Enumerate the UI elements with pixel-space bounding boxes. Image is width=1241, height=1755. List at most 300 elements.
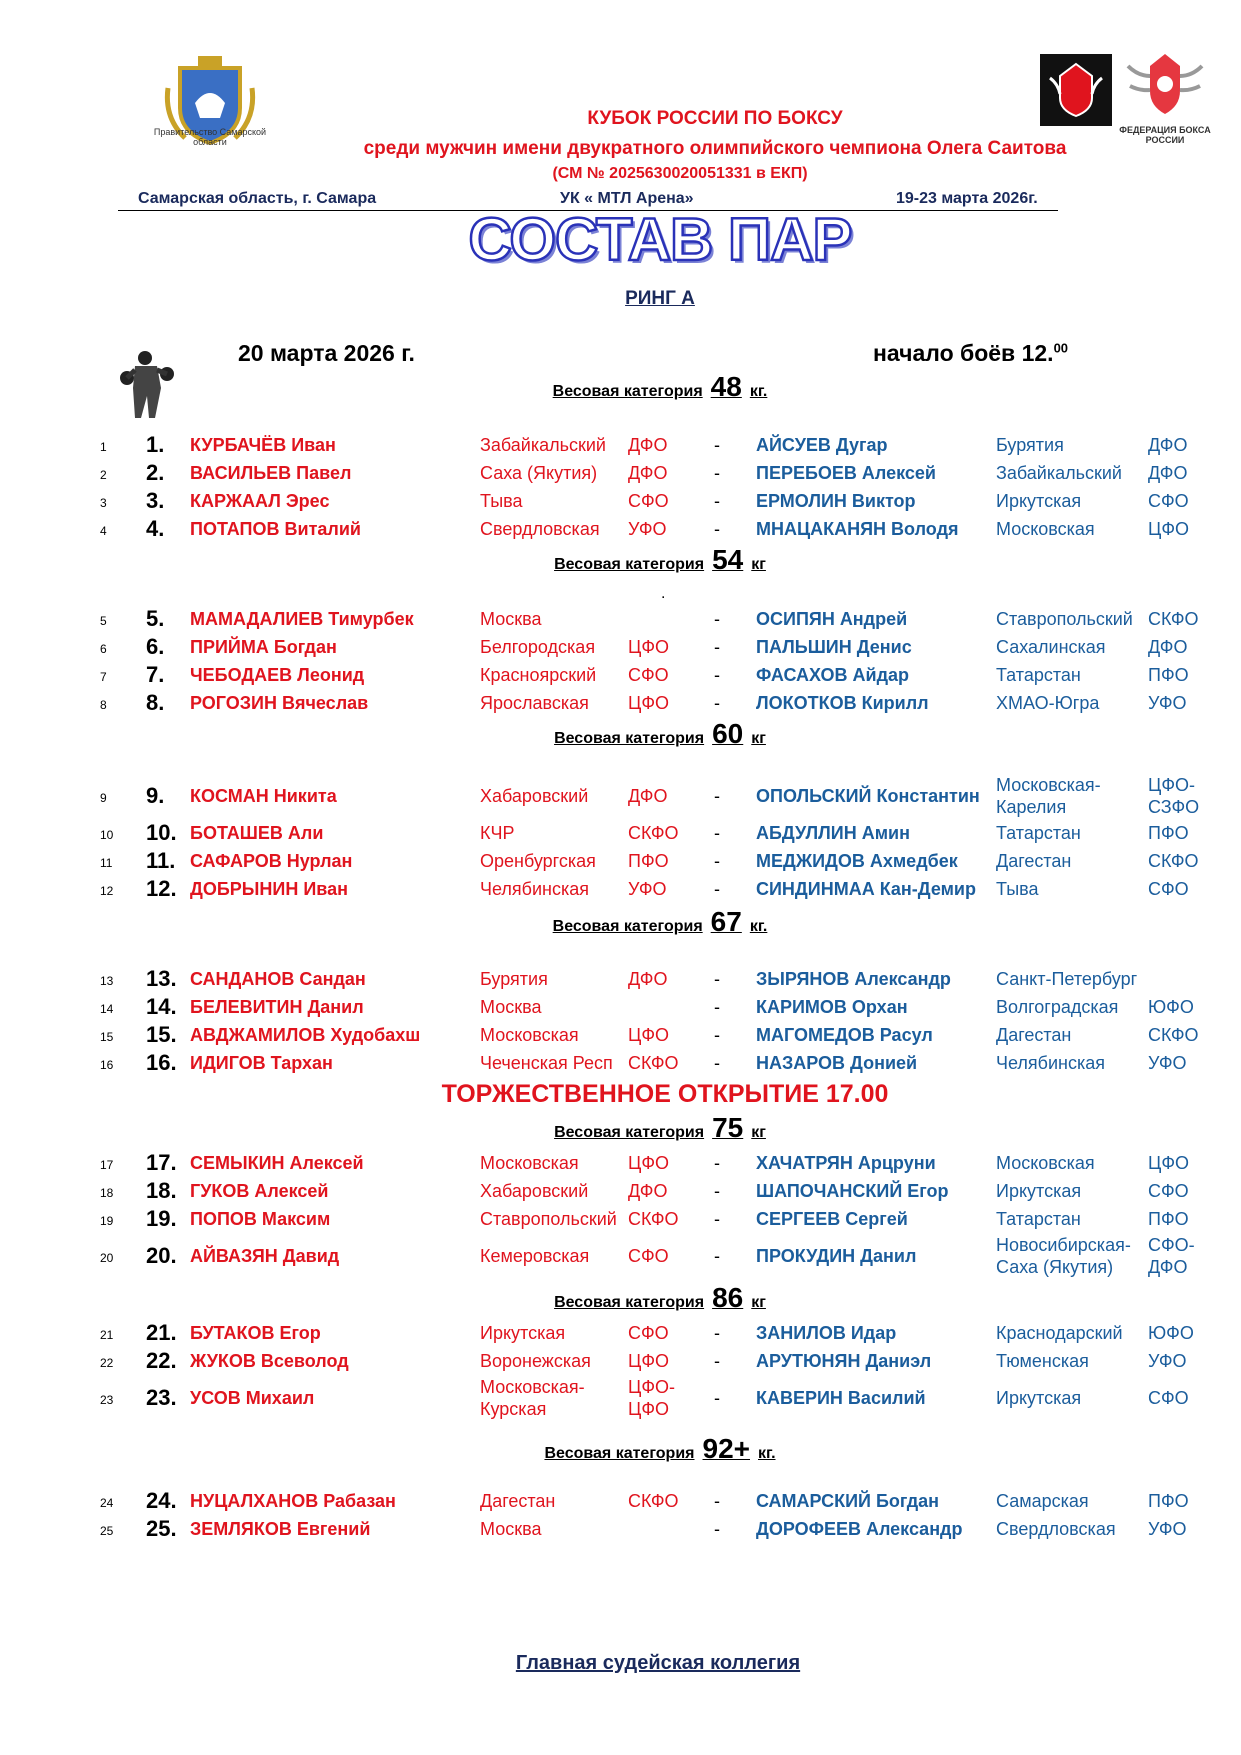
blue-corner-name: САМАРСКИЙ Богдан — [756, 1491, 940, 1511]
red-corner-region: Свердловская — [480, 519, 600, 539]
versus-dash: - — [714, 637, 720, 657]
bout-seq-number: 22 — [100, 1356, 114, 1370]
red-corner-district: ДФО — [628, 463, 668, 483]
opening-ceremony-notice: ТОРЖЕСТВЕННОЕ ОТКРЫТИЕ 17.00 — [441, 1080, 889, 1108]
red-corner-name: ЗЕМЛЯКОВ Евгений — [190, 1519, 371, 1539]
blue-corner-region: Тыва — [996, 879, 1039, 899]
versus-dash: - — [714, 851, 720, 871]
blue-corner-name: КАВЕРИН Василий — [756, 1388, 926, 1408]
versus-dash: - — [714, 1351, 720, 1371]
blue-corner-name: МНАЦАКАНЯН Володя — [756, 519, 959, 539]
bout-seq-number: 5 — [100, 614, 107, 628]
red-corner-name: ЖУКОВ Всеволод — [190, 1351, 349, 1371]
bout-row — [0, 516, 1241, 544]
event-dates: 19-23 марта 2026г. — [896, 190, 1038, 207]
bout-row — [0, 1320, 1241, 1348]
bout-seq-number: 17 — [100, 1158, 114, 1172]
red-corner-name: КАРЖААЛ Эрес — [190, 491, 330, 511]
venue: УК « МТЛ Арена» — [560, 190, 694, 207]
bout-number: 17. — [146, 1150, 177, 1175]
bout-number: 15. — [146, 1022, 177, 1047]
bout-number: 24. — [146, 1488, 177, 1513]
red-corner-district: ДФО — [628, 786, 668, 806]
red-corner-name: САФАРОВ Нурлан — [190, 851, 353, 871]
bout-date: 20 марта 2026 г. — [238, 340, 415, 366]
blue-corner-district — [1148, 1234, 1195, 1278]
bout-number: 25. — [146, 1516, 177, 1541]
bout-seq-number: 20 — [100, 1251, 114, 1265]
bout-row — [0, 460, 1241, 488]
versus-dash: - — [714, 1388, 720, 1408]
weight-unit: кг. — [749, 918, 768, 935]
blue-corner-region: Тюменская — [996, 1351, 1089, 1371]
red-corner-district: СКФО — [628, 1491, 679, 1511]
blue-corner-region: Санкт-Петербург — [996, 969, 1138, 989]
blue-corner-district: ПФО — [1148, 1209, 1189, 1229]
weight-class-label: Весовая категория — [544, 1445, 695, 1462]
red-corner-region: Кемеровская — [480, 1246, 590, 1266]
blue-corner-region-line2: Карелия — [996, 797, 1067, 817]
red-corner-name: БЕЛЕВИТИН Данил — [190, 997, 364, 1017]
bout-number: 14. — [146, 994, 177, 1019]
bout-number: 7. — [146, 662, 165, 687]
versus-dash: - — [714, 519, 720, 539]
bout-row — [0, 1150, 1241, 1178]
bout-row — [0, 1050, 1241, 1078]
blue-corner-region: Ставропольский — [996, 609, 1133, 629]
versus-dash: - — [714, 786, 720, 806]
bout-row — [0, 1377, 1241, 1419]
red-corner-district: ПФО — [628, 851, 669, 871]
blue-corner-district: УФО — [1148, 1053, 1187, 1073]
bout-number: 6. — [146, 634, 165, 659]
blue-corner-district-line2: ДФО — [1148, 1257, 1188, 1277]
bout-seq-number: 14 — [100, 1002, 114, 1016]
bout-row — [0, 775, 1241, 817]
blue-corner-district: ЦФО — [1148, 519, 1190, 539]
bout-row — [0, 1348, 1241, 1376]
blue-corner-name: ЗАНИЛОВ Идар — [756, 1323, 897, 1343]
blue-corner-district: ПФО — [1148, 665, 1189, 685]
weight-value: 48 — [710, 371, 742, 402]
red-corner-district: ЦФО — [628, 1153, 670, 1173]
blue-corner-district: ДФО — [1148, 637, 1188, 657]
blue-corner-region: Татарстан — [996, 665, 1081, 685]
blue-corner-region: Московская — [996, 519, 1095, 539]
bout-row — [0, 1178, 1241, 1206]
red-corner-name: МАМАДАЛИЕВ Тимурбек — [190, 609, 414, 629]
blue-corner-name: ОСИПЯН Андрей — [756, 609, 908, 629]
red-corner-region: Московская — [480, 1025, 579, 1045]
bout-number: 23. — [146, 1385, 177, 1410]
red-corner-region: Ставропольский — [480, 1209, 617, 1229]
red-corner-district — [628, 1376, 675, 1420]
blue-corner-name: АБДУЛЛИН Амин — [756, 823, 910, 843]
blue-corner-district: УФО — [1148, 1351, 1187, 1371]
red-corner-district: ЦФО — [628, 1025, 670, 1045]
blue-corner-region: Дагестан — [996, 1025, 1072, 1045]
red-corner-district: СКФО — [628, 1209, 679, 1229]
emblem-right-caption: ФЕДЕРАЦИЯ БОКСА РОССИИ — [1119, 125, 1211, 145]
weight-class-header — [0, 718, 1241, 750]
blue-corner-district: ПФО — [1148, 823, 1189, 843]
weight-class-header — [0, 906, 1241, 938]
blue-corner-region-line2: Саха (Якутия) — [996, 1257, 1114, 1277]
bout-seq-number: 12 — [100, 884, 114, 898]
blue-corner-district: ЮФО — [1148, 997, 1194, 1017]
weight-unit: кг — [751, 1294, 766, 1311]
red-corner-district: ЦФО — [628, 693, 670, 713]
versus-dash: - — [714, 1025, 720, 1045]
blue-corner-region: Сахалинская — [996, 637, 1106, 657]
bout-seq-number: 13 — [100, 974, 114, 988]
page-title: СОСТАВ ПАР — [468, 206, 852, 273]
red-corner-region: Москва — [480, 1519, 542, 1539]
blue-corner-name: ШАПОЧАНСКИЙ Егор — [756, 1181, 949, 1201]
bout-row — [0, 966, 1241, 994]
blue-corner-region: Бурятия — [996, 435, 1064, 455]
weight-value: 54 — [712, 544, 744, 575]
weight-unit: кг — [751, 1124, 766, 1141]
blue-corner-district: СКФО — [1148, 1025, 1199, 1045]
blue-corner-district: ЦФО — [1148, 1153, 1190, 1173]
weight-value: 92+ — [702, 1433, 750, 1464]
blue-corner-district: УФО — [1148, 693, 1187, 713]
red-corner-district: ЦФО — [628, 637, 670, 657]
red-corner-region: Хабаровский — [480, 786, 589, 806]
red-corner-name: ПОПОВ Максим — [190, 1209, 331, 1229]
blue-corner-region: Московская — [996, 1153, 1095, 1173]
bout-seq-number: 7 — [100, 670, 107, 684]
red-corner-region: Чеченская Респ — [480, 1053, 613, 1073]
red-corner-name: УСОВ Михаил — [190, 1388, 315, 1408]
blue-corner-district: СКФО — [1148, 609, 1199, 629]
red-corner-name: ПОТАПОВ Виталий — [190, 519, 361, 539]
versus-dash: - — [714, 1209, 720, 1229]
versus-dash: - — [714, 435, 720, 455]
bout-seq-number: 4 — [100, 524, 107, 538]
blue-corner-name: ФАСАХОВ Айдар — [756, 665, 910, 685]
bout-seq-number: 2 — [100, 468, 107, 482]
bout-number: 16. — [146, 1050, 177, 1075]
blue-corner-region: Краснодарский — [996, 1323, 1123, 1343]
red-corner-name: ИДИГОВ Тархан — [190, 1053, 333, 1073]
emblem-left-caption: Правительство Самарской области — [153, 127, 267, 147]
bout-row — [0, 606, 1241, 634]
red-corner-name: ЧЕБОДАЕВ Леонид — [190, 665, 365, 685]
blue-corner-region: Свердловская — [996, 1519, 1116, 1539]
red-corner-region: Воронежская — [480, 1351, 591, 1371]
red-corner-district: УФО — [628, 519, 667, 539]
versus-dash: - — [714, 1323, 720, 1343]
bout-row — [0, 994, 1241, 1022]
bout-number: 10. — [146, 820, 177, 845]
bout-row — [0, 1206, 1241, 1234]
red-corner-region: Ярославская — [480, 693, 589, 713]
blue-corner-name: ЗЫРЯНОВ Александр — [756, 969, 951, 989]
red-corner-region: Москва — [480, 997, 542, 1017]
red-corner-region: Бурятия — [480, 969, 548, 989]
bout-seq-number: 9 — [100, 791, 107, 805]
bout-number: 1. — [146, 432, 165, 457]
blue-corner-name: ЕРМОЛИН Виктор — [756, 491, 916, 511]
red-corner-region: Тыва — [480, 491, 523, 511]
bout-seq-number: 19 — [100, 1214, 114, 1228]
red-corner-region: КЧР — [480, 823, 515, 843]
ring-label: РИНГ А — [625, 288, 695, 309]
blue-corner-district: ДФО — [1148, 463, 1188, 483]
red-corner-district: СКФО — [628, 823, 679, 843]
red-corner-region — [480, 1376, 585, 1420]
red-corner-region-line1: Московская- — [480, 1377, 585, 1397]
weight-class-label: Весовая категория — [554, 1294, 705, 1311]
blue-corner-region: Челябинская — [996, 1053, 1105, 1073]
blue-corner-region: Татарстан — [996, 1209, 1081, 1229]
red-corner-region: Белгородская — [480, 637, 596, 657]
red-corner-name: ПРИЙМА Богдан — [190, 637, 337, 657]
weight-value: 75 — [712, 1112, 744, 1143]
red-corner-name: КОСМАН Никита — [190, 786, 337, 806]
red-corner-name: САНДАНОВ Сандан — [190, 969, 366, 989]
blue-corner-name: ДОРОФЕЕВ Александр — [756, 1519, 963, 1539]
red-corner-district: СФО — [628, 491, 669, 511]
bout-number: 19. — [146, 1206, 177, 1231]
red-corner-name: АВДЖАМИЛОВ Худобахш — [190, 1025, 421, 1045]
blue-corner-name: АРУТЮНЯН Даниэл — [756, 1351, 932, 1371]
versus-dash: - — [714, 969, 720, 989]
bout-number: 18. — [146, 1178, 177, 1203]
bout-row — [0, 662, 1241, 690]
blue-corner-district-line1: ЦФО- — [1148, 775, 1195, 795]
blue-corner-name: ЛОКОТКОВ Кирилл — [756, 693, 929, 713]
bout-seq-number: 8 — [100, 698, 107, 712]
bout-number: 5. — [146, 606, 165, 631]
bout-row — [0, 1235, 1241, 1277]
weight-class-header — [0, 544, 1241, 576]
blue-corner-region — [996, 774, 1101, 818]
versus-dash: - — [714, 1491, 720, 1511]
bout-number: 11. — [146, 848, 176, 873]
versus-dash: - — [714, 609, 720, 629]
blue-corner-region-line1: Новосибирская- — [996, 1235, 1131, 1255]
blue-corner-name: ПЕРЕБОЕВ Алексей — [756, 463, 936, 483]
blue-corner-district-line2: СЗФО — [1148, 797, 1200, 817]
red-corner-district: СФО — [628, 1246, 669, 1266]
blue-corner-district: СФО — [1148, 491, 1189, 511]
weight-class-header — [0, 1112, 1241, 1144]
blue-corner-district: СКФО — [1148, 851, 1199, 871]
bout-row — [0, 432, 1241, 460]
red-corner-district: СКФО — [628, 1053, 679, 1073]
bout-seq-number: 16 — [100, 1058, 114, 1072]
bout-seq-number: 10 — [100, 828, 114, 842]
blue-corner-region: Дагестан — [996, 851, 1072, 871]
versus-dash: - — [714, 1519, 720, 1539]
weight-unit: кг. — [749, 383, 768, 400]
blue-corner-name: МЕДЖИДОВ Ахмедбек — [756, 851, 958, 871]
red-corner-region: Московская — [480, 1153, 579, 1173]
blue-corner-district-line1: СФО- — [1148, 1235, 1195, 1255]
bout-number: 12. — [146, 876, 177, 901]
bout-number: 21. — [146, 1320, 177, 1345]
red-corner-name: КУРБАЧЁВ Иван — [190, 435, 336, 455]
blue-corner-name: ПАЛЬШИН Денис — [756, 637, 912, 657]
bout-seq-number: 15 — [100, 1030, 114, 1044]
bout-row — [0, 848, 1241, 876]
blue-corner-name: НАЗАРОВ Донией — [756, 1053, 918, 1073]
bout-row — [0, 488, 1241, 516]
bout-seq-number: 23 — [100, 1393, 114, 1407]
blue-corner-district — [1148, 774, 1199, 818]
red-corner-name: ВАСИЛЬЕВ Павел — [190, 463, 352, 483]
bout-seq-number: 21 — [100, 1328, 114, 1342]
red-corner-district: СФО — [628, 665, 669, 685]
bout-row — [0, 876, 1241, 904]
blue-corner-name: МАГОМЕДОВ Расул — [756, 1025, 933, 1045]
red-corner-district: ДФО — [628, 969, 668, 989]
blue-corner-name: АЙСУЕВ Дугар — [756, 435, 888, 455]
chief-judges-panel: Главная судейская коллегия — [515, 1652, 801, 1674]
blue-corner-region: ХМАО-Югра — [996, 693, 1100, 713]
red-corner-district: ДФО — [628, 435, 668, 455]
red-corner-region: Дагестан — [480, 1491, 556, 1511]
blue-corner-district: ПФО — [1148, 1491, 1189, 1511]
weight-class-label: Весовая категория — [552, 918, 703, 935]
bout-seq-number: 11 — [100, 856, 113, 870]
blue-corner-region: Иркутская — [996, 1388, 1082, 1408]
blue-corner-name: СЕРГЕЕВ Сергей — [756, 1209, 908, 1229]
bout-number: 8. — [146, 690, 165, 715]
bout-number: 13. — [146, 966, 177, 991]
blue-corner-region: Иркутская — [996, 491, 1082, 511]
red-corner-district: УФО — [628, 879, 667, 899]
weight-unit: кг — [751, 556, 766, 573]
versus-dash: - — [714, 823, 720, 843]
blue-corner-region: Иркутская — [996, 1181, 1082, 1201]
bout-number: 4. — [146, 516, 165, 541]
versus-dash: - — [714, 1181, 720, 1201]
blue-corner-name: ПРОКУДИН Данил — [756, 1246, 917, 1266]
blue-corner-region — [996, 1234, 1131, 1278]
start-time — [873, 340, 1068, 367]
bout-seq-number: 6 — [100, 642, 107, 656]
red-corner-name: НУЦАЛХАНОВ Рабазан — [190, 1491, 396, 1511]
bout-seq-number: 1 — [100, 440, 107, 454]
versus-dash: - — [714, 693, 720, 713]
bout-row — [0, 1488, 1241, 1516]
red-corner-name: ГУКОВ Алексей — [190, 1181, 329, 1201]
red-corner-district: ДФО — [628, 1181, 668, 1201]
red-corner-name: РОГОЗИН Вячеслав — [190, 693, 369, 713]
versus-dash: - — [714, 1053, 720, 1073]
blue-corner-district: СФО — [1148, 1388, 1189, 1408]
start-time-label: начало боёв 12. — [873, 340, 1054, 366]
red-corner-region: Челябинская — [480, 879, 589, 899]
blue-corner-district: СФО — [1148, 879, 1189, 899]
location: Самарская область, г. Самара — [138, 190, 377, 207]
blue-corner-district: УФО — [1148, 1519, 1187, 1539]
red-corner-district: ЦФО — [628, 1351, 670, 1371]
bout-number: 9. — [146, 783, 165, 808]
bout-row — [0, 1516, 1241, 1544]
red-corner-name: БУТАКОВ Егор — [190, 1323, 321, 1343]
separator-dot: . — [661, 585, 666, 602]
blue-corner-region-line1: Московская- — [996, 775, 1101, 795]
versus-dash: - — [714, 879, 720, 899]
bout-number: 22. — [146, 1348, 177, 1373]
bout-number: 20. — [146, 1243, 177, 1268]
versus-dash: - — [714, 1246, 720, 1266]
red-corner-region: Хабаровский — [480, 1181, 589, 1201]
weight-class-header — [0, 371, 1241, 403]
red-corner-region-line2: Курская — [480, 1399, 547, 1419]
red-corner-district-line2: ЦФО — [628, 1399, 670, 1419]
tournament-title: КУБОК РОССИИ ПО БОКСУ — [587, 108, 843, 129]
red-corner-name: БОТАШЕВ Али — [190, 823, 324, 843]
blue-corner-district: ДФО — [1148, 435, 1188, 455]
weight-class-header — [0, 1282, 1241, 1314]
blue-corner-district: СФО — [1148, 1181, 1189, 1201]
bout-row — [0, 1022, 1241, 1050]
blue-corner-name: СИНДИНМАА Кан-Демир — [756, 879, 976, 899]
ekp-number: (СМ № 2025630020051331 в ЕКП) — [552, 165, 808, 182]
versus-dash: - — [714, 491, 720, 511]
bout-seq-number: 24 — [100, 1496, 114, 1510]
red-corner-name: СЕМЫКИН Алексей — [190, 1153, 364, 1173]
weight-value: 67 — [710, 906, 742, 937]
blue-corner-region: Забайкальский — [996, 463, 1122, 483]
blue-corner-region: Татарстан — [996, 823, 1081, 843]
blue-corner-region: Волгоградская — [996, 997, 1119, 1017]
versus-dash: - — [714, 463, 720, 483]
versus-dash: - — [714, 665, 720, 685]
weight-unit: кг. — [758, 1445, 776, 1462]
blue-corner-district: ЮФО — [1148, 1323, 1194, 1343]
blue-corner-region: Самарская — [996, 1491, 1089, 1511]
red-corner-region: Красноярский — [480, 665, 597, 685]
red-corner-district-line1: ЦФО- — [628, 1377, 675, 1397]
weight-value: 60 — [712, 718, 744, 749]
bout-row — [0, 634, 1241, 662]
bout-number: 2. — [146, 460, 165, 485]
red-corner-region: Оренбургская — [480, 851, 596, 871]
weight-value: 86 — [712, 1282, 744, 1313]
weight-class-label: Весовая категория — [554, 730, 705, 747]
blue-corner-name: ХАЧАТРЯН Арцруни — [756, 1153, 936, 1173]
bout-number: 3. — [146, 488, 165, 513]
start-time-minutes: 00 — [1053, 340, 1069, 356]
bout-row — [0, 820, 1241, 848]
weight-class-header — [0, 1433, 1241, 1465]
weight-class-label: Весовая категория — [554, 556, 705, 573]
bout-seq-number: 3 — [100, 496, 107, 510]
versus-dash: - — [714, 1153, 720, 1173]
red-corner-region: Иркутская — [480, 1323, 566, 1343]
weight-class-label: Весовая категория — [552, 383, 703, 400]
bout-seq-number: 18 — [100, 1186, 114, 1200]
red-corner-name: АЙВАЗЯН Давид — [190, 1246, 340, 1266]
versus-dash: - — [714, 997, 720, 1017]
blue-corner-name: ОПОЛЬСКИЙ Константин — [756, 786, 980, 806]
blue-corner-name: КАРИМОВ Орхан — [756, 997, 908, 1017]
weight-unit: кг — [751, 730, 766, 747]
red-corner-region: Забайкальский — [480, 435, 606, 455]
weight-class-label: Весовая категория — [554, 1124, 705, 1141]
red-corner-region: Москва — [480, 609, 542, 629]
tournament-subtitle: среди мужчин имени двукратного олимпийского чемпиона Олега Саитова — [363, 138, 1067, 159]
bout-seq-number: 25 — [100, 1524, 114, 1538]
red-corner-district: СФО — [628, 1323, 669, 1343]
